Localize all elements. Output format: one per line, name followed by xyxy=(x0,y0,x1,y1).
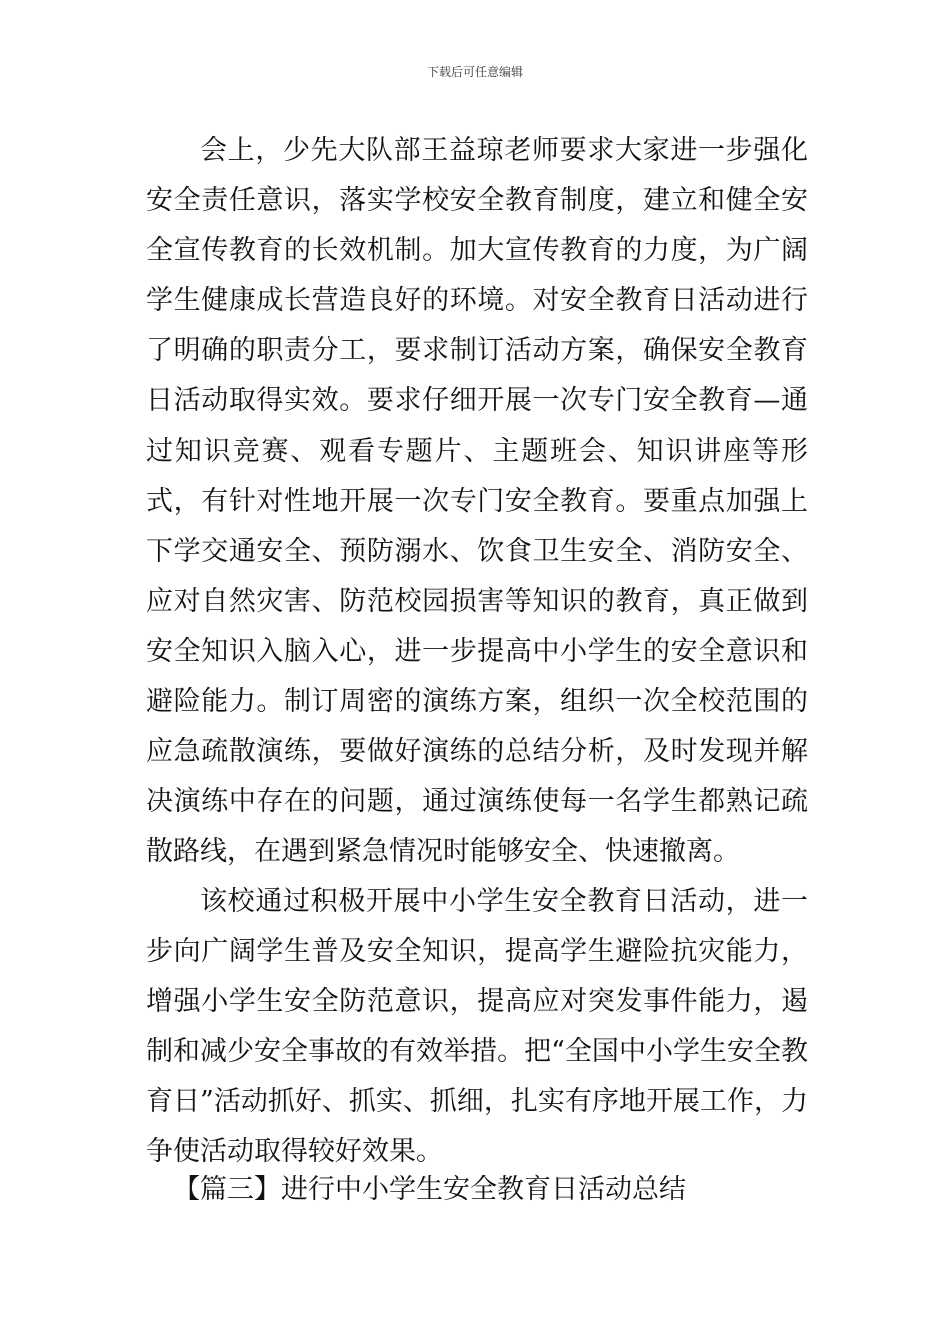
body-paragraph-2: 该校通过积极开展中小学生安全教育日活动，进一步向广阔学生普及安全知识，提高学生避险抗灾能力，增强小学生安全防范意识，提高应对突发事件能力，遏制和减少安全事故的有效举措。把“全国中小学生安全教育日”活动抓好、抓实、抓细，扎实有序地开展工作，力争使活动取得较好效果。 xyxy=(146,886,808,1168)
section-heading: 【篇三】进行中小学生安全教育日活动总结 xyxy=(173,1174,686,1205)
body-paragraph-1: 会上，少先大队部王益琼老师要求大家进一步强化安全责任意识，落实学校安全教育制度，建立和健全安全宣传教育的长效机制。加大宣传教育的力度，为广阔学生健康成长营造良好的环境。对安全教育日活动进行了明确的职责分工，要求制订活动方案，确保安全教育日活动取得实效。要求仔细开展一次专门安全教育—通过知识竞赛、观看专题片、主题班会、知识讲座等形式，有针对性地开展一次专门安全教育。要重点加强上下学交通安全、预防溺水、饮食卫生安全、消防安全、应对自然灾害、防范校园损害等知识的教育，真正做到安全知识入脑入心，进一步提高中小学生的安全意识和避险能力。制订周密的演练方案，组织一次全校范围的应急疏散演练，要做好演练的总结分析，及时发现并解决演练中存在的问题，通过演练使每一名学生都熟记疏散路线，在遇到紧急情况时能够安全、快速撤离。 xyxy=(146,135,808,868)
page-header: 下载后可任意编辑 xyxy=(426,65,523,79)
